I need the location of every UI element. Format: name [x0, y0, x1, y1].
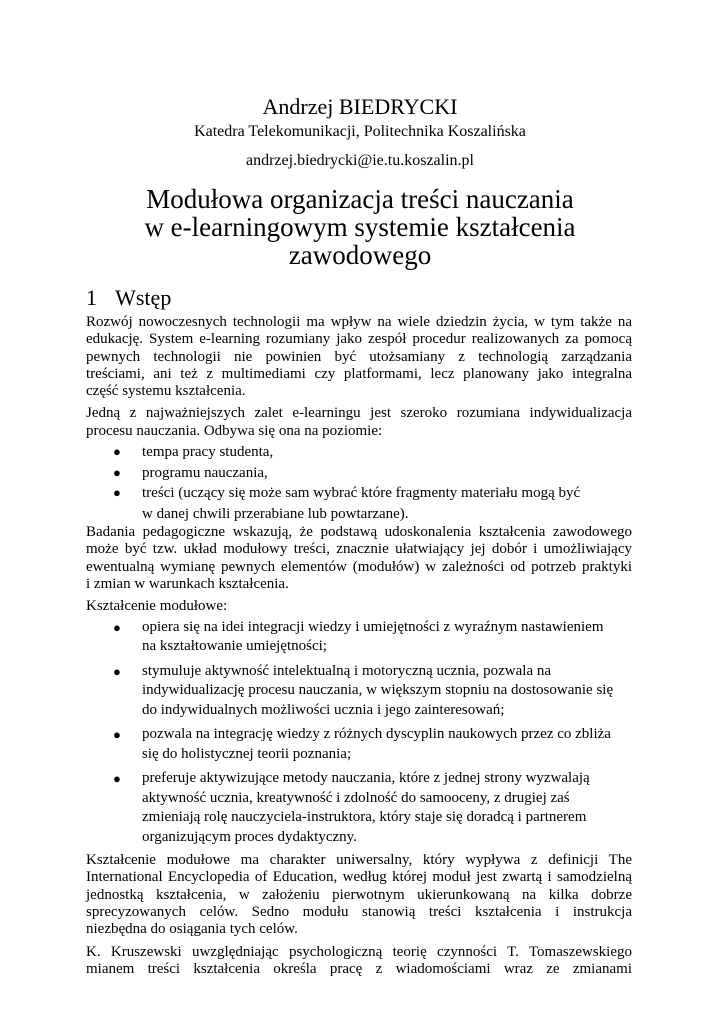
list-item-text: pozwala na integrację wiedzy z różnych dyscyplin naukowych przez co zbliża: [142, 726, 611, 743]
bullet-icon: ●: [113, 444, 121, 460]
bullet-list-modular: [86, 618, 632, 848]
text-line: treściami, ani też z multimediami czy platformami, lecz planowany jako integralna: [86, 365, 632, 382]
paragraph: [86, 944, 632, 979]
list-item-text: się do holistycznej teorii poznania;: [142, 745, 352, 762]
list-item-text: na kształtowanie umiejętności;: [142, 638, 327, 655]
text-line: może być tzw. układ modułowy treści, znacznie ułatwiający jej dobór i umożliwiający: [86, 541, 632, 558]
bullet-icon: ●: [113, 771, 121, 787]
list-item: [86, 725, 632, 764]
text-line: sprecyzowanych celów. Sedno modułu stanowią treści kształcenia i instrukcja: [86, 903, 632, 920]
bullet-icon: ●: [113, 663, 121, 679]
paragraph: [86, 314, 632, 400]
text-line: niezbędna do osiągania tych celów.: [86, 921, 298, 938]
paragraph: [86, 405, 632, 440]
text-line: i zmian w warunkach kształcenia.: [86, 575, 289, 592]
list-item-text: w danej chwili przerabiane lub powtarzane).: [142, 505, 409, 522]
list-item-text: zmieniają rolę nauczyciela-instruktora, który staje się doradcą i partnerem: [142, 809, 587, 826]
bullet-list-levels: [86, 442, 632, 524]
bullet-icon: ●: [113, 619, 121, 635]
bullet-icon: ●: [113, 727, 121, 743]
text-line: część systemu kształcenia.: [86, 383, 246, 400]
text-line: Jedną z najważniejszych zalet e-learningu jest szeroko rozumiana indywidualizacja: [86, 405, 632, 422]
text-line: Badania pedagogiczne wskazują, że podstawą udoskonalenia kształcenia zawodowego: [86, 524, 632, 541]
bullet-icon: ●: [113, 464, 121, 480]
author-name: Andrzej BIEDRYCKI: [262, 94, 458, 119]
text-line: jednostką kształcenia, w założeniu pierwotnym ukierunkowaną na kilka dobrze: [86, 886, 632, 903]
list-item-text: indywidualizację procesu nauczania, w większym stopniu na dostosowanie się: [142, 682, 614, 699]
list-item: [86, 662, 632, 721]
body-text: [86, 314, 632, 983]
paragraph: [86, 852, 632, 938]
list-item-text: aktywność ucznia, kreatywność i zdolność do samooceny, z drugiej zaś: [142, 789, 570, 806]
list-item: [86, 769, 632, 847]
text-line: procesu nauczania. Odbywa się ona na poziomie:: [86, 422, 383, 439]
text-line: K. Kruszewski uwzględniając psychologiczną teorię czynności T. Tomaszewskiego: [86, 943, 632, 960]
text-line: Kształcenie modułowe:: [86, 598, 228, 615]
title-line: zawodowego: [288, 240, 432, 270]
paper-title: [60, 185, 660, 269]
list-item: [86, 442, 632, 463]
paragraph: [86, 598, 632, 615]
text-line: ewentualną wymianę pewnych elementów (modułów) w zależności od potrzeb praktyki: [86, 558, 632, 575]
list-item: [86, 483, 632, 524]
author-affiliation: Katedra Telekomunikacji, Politechnika Koszalińska: [194, 123, 526, 140]
text-line: pewnych technologii nie powinien być utożsamiany z technologią zarządzania: [86, 348, 632, 365]
text-line: Rozwój nowoczesnych technologii ma wpływ na wiele dziedzin życia, w tym także na: [86, 314, 632, 330]
list-item-text: do indywidualnych możliwości ucznia i jego zainteresowań;: [142, 701, 505, 718]
list-item-text: opiera się na idei integracji wiedzy i umiejętności z wyraźnym nastawieniem: [142, 618, 604, 635]
list-item: [86, 463, 632, 484]
list-item-text: preferuje aktywizujące metody nauczania, które z jednej strony wyzwalają: [142, 770, 590, 787]
list-item-text: treści (uczący się może sam wybrać które fragmenty materiału mogą być: [142, 485, 581, 502]
text-line: Kształcenie modułowe ma charakter uniwersalny, który wypływa z definicji The: [86, 852, 632, 869]
list-item-text: stymuluje aktywność intelektualną i motoryczną ucznia, pozwala na: [142, 662, 552, 679]
list-item: [86, 618, 632, 657]
text-line: mianem treści kształcenia określa pracę z wiadomościami wraz ze zmianami: [86, 960, 632, 977]
list-item-text: tempa pracy studenta,: [142, 444, 274, 461]
section-heading: [86, 285, 171, 311]
bullet-icon: ●: [113, 485, 121, 501]
list-item-text: programu nauczania,: [142, 464, 268, 481]
list-item-text: organizującym proces dydaktyczny.: [142, 828, 357, 845]
text-line: edukację. System e-learning rozumiany jako zespół procedur realizowanych za pomocą: [86, 331, 632, 348]
paper-header: [0, 94, 720, 172]
title-line: w e-learningowym systemie kształcenia: [144, 212, 576, 242]
author-email: andrzej.biedrycki@ie.tu.koszalin.pl: [246, 152, 474, 169]
title-line: Modułowa organizacja treści nauczania: [146, 184, 574, 214]
text-line: International Encyclopedia of Education, według której moduł jest zwartą i samodzielną: [86, 869, 632, 886]
paragraph: [86, 524, 632, 593]
section-title: Wstęp: [115, 285, 172, 310]
section-number: 1: [86, 285, 97, 310]
